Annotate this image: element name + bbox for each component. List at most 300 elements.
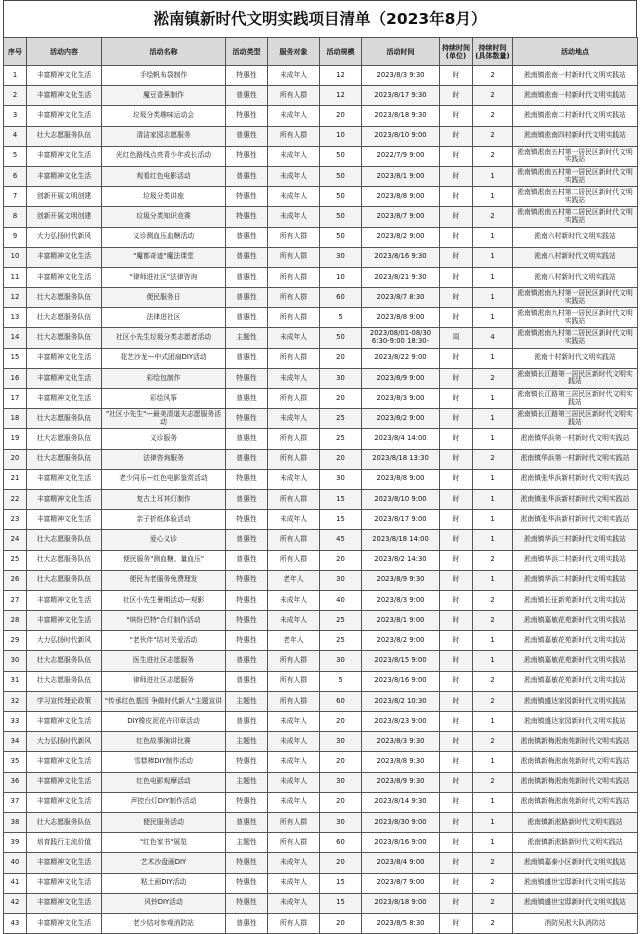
activity-location-cell: 淞南镇嘉敏花苑新时代文明实践站 bbox=[513, 631, 638, 651]
row-number-cell: 31 bbox=[4, 671, 27, 691]
duration-amount-cell: 1 bbox=[473, 530, 513, 550]
activity-location-cell: 淞南镇盛达家园新时代文明实践站 bbox=[513, 712, 638, 732]
service-target-cell: 所有人群 bbox=[268, 227, 320, 247]
activity-time-cell: 2023/8/18 14:00 bbox=[362, 530, 440, 550]
activity-location-cell: 淞南镇嘉泰小区新时代文明实践站 bbox=[513, 853, 638, 873]
activity-scale-cell: 30 bbox=[320, 732, 362, 752]
row-number-cell: 5 bbox=[4, 146, 27, 166]
row-number-cell: 3 bbox=[4, 106, 27, 126]
service-target-cell: 未成年人 bbox=[268, 409, 320, 429]
activity-location-cell: 淞南镇新梅淞南苑新时代文明实践站 bbox=[513, 792, 638, 812]
column-header: 服务对象 bbox=[268, 38, 320, 66]
activity-type-cell: 特惠性 bbox=[226, 631, 268, 651]
duration-unit-cell: 周 bbox=[440, 328, 473, 348]
duration-amount-cell: 1 bbox=[473, 227, 513, 247]
activity-name-cell: "红色家书"展览 bbox=[102, 833, 226, 853]
activity-content-cell: 丰富精神文化生活 bbox=[27, 712, 102, 732]
activity-location-cell: 淞南镇新淞路新时代文明实践站 bbox=[513, 812, 638, 832]
activity-content-cell: 丰富精神文化生活 bbox=[27, 66, 102, 86]
service-target-cell: 所有人群 bbox=[268, 308, 320, 328]
activity-scale-cell: 50 bbox=[320, 328, 362, 348]
activity-content-cell: 丰富精神文化生活 bbox=[27, 873, 102, 893]
activity-time-cell: 2023/08/01-08/30 6:30-9:00 18:30- bbox=[362, 328, 440, 348]
activity-name-cell: 老少同乐—红色电影鉴赏活动 bbox=[102, 469, 226, 489]
activity-name-cell: "社区小先生"—最美清道夫志愿服务活动 bbox=[102, 409, 226, 429]
activity-time-cell: 2023/8/9 9:30 bbox=[362, 772, 440, 792]
service-target-cell: 老年人 bbox=[268, 631, 320, 651]
activity-location-cell: 淞南镇张华浜新村新时代文明实践站 bbox=[513, 489, 638, 509]
service-target-cell: 所有人群 bbox=[268, 389, 320, 409]
service-target-cell: 未成年人 bbox=[268, 328, 320, 348]
activity-location-cell: 淞南镇长江路第一居民区新时代文明实践站 bbox=[513, 368, 638, 388]
duration-amount-cell: 1 bbox=[473, 389, 513, 409]
activity-content-cell: 壮大志愿服务队伍 bbox=[27, 530, 102, 550]
service-target-cell: 未成年人 bbox=[268, 873, 320, 893]
row-number-cell: 26 bbox=[4, 570, 27, 590]
activity-location-cell: 淞南镇华浜二村新时代文明实践站 bbox=[513, 550, 638, 570]
activity-name-cell: 爱心义诊 bbox=[102, 530, 226, 550]
duration-unit-cell: 时 bbox=[440, 409, 473, 429]
activity-type-cell: 主题性 bbox=[226, 833, 268, 853]
duration-unit-cell: 时 bbox=[440, 469, 473, 489]
row-number-cell: 28 bbox=[4, 611, 27, 631]
activity-location-cell: 淞南十村新时代文明实践站 bbox=[513, 348, 638, 368]
duration-amount-cell: 1 bbox=[473, 267, 513, 287]
duration-unit-cell: 时 bbox=[440, 308, 473, 328]
activity-name-cell: 花艺沙龙—中式团扇DIY活动 bbox=[102, 348, 226, 368]
duration-unit-cell: 时 bbox=[440, 389, 473, 409]
row-number-cell: 39 bbox=[4, 833, 27, 853]
row-number-cell: 10 bbox=[4, 247, 27, 267]
activity-type-cell: 普惠性 bbox=[226, 449, 268, 469]
table-row bbox=[4, 833, 638, 853]
activity-name-cell: 垃圾分类讲座 bbox=[102, 187, 226, 207]
duration-amount-cell: 1 bbox=[473, 631, 513, 651]
activity-type-cell: 特惠性 bbox=[226, 469, 268, 489]
duration-amount-cell: 2 bbox=[473, 732, 513, 752]
activity-time-cell: 2023/8/9 9:00 bbox=[362, 368, 440, 388]
service-target-cell: 未成年人 bbox=[268, 752, 320, 772]
activity-scale-cell: 45 bbox=[320, 530, 362, 550]
activity-content-cell: 壮大志愿服务队伍 bbox=[27, 449, 102, 469]
duration-unit-cell: 时 bbox=[440, 368, 473, 388]
service-target-cell: 未成年人 bbox=[268, 611, 320, 631]
activity-type-cell: 普惠性 bbox=[226, 308, 268, 328]
duration-amount-cell: 1 bbox=[473, 409, 513, 429]
activity-type-cell: 普惠性 bbox=[226, 530, 268, 550]
activity-type-cell: 主题性 bbox=[226, 732, 268, 752]
activity-location-cell: 消防吴淞大队消防站 bbox=[513, 913, 638, 933]
activity-location-cell: 淞南镇华浜第一村新时代文明实践站 bbox=[513, 449, 638, 469]
duration-unit-cell: 时 bbox=[440, 550, 473, 570]
row-number-cell: 33 bbox=[4, 712, 27, 732]
duration-amount-cell: 2 bbox=[473, 449, 513, 469]
activity-scale-cell: 30 bbox=[320, 570, 362, 590]
duration-unit-cell: 时 bbox=[440, 671, 473, 691]
activity-type-cell: 特惠性 bbox=[226, 792, 268, 812]
activity-name-cell: 彩绘风筝 bbox=[102, 389, 226, 409]
duration-unit-cell: 时 bbox=[440, 913, 473, 933]
duration-amount-cell: 1 bbox=[473, 288, 513, 308]
table-row bbox=[4, 429, 638, 449]
row-number-cell: 12 bbox=[4, 288, 27, 308]
activity-type-cell: 特惠性 bbox=[226, 570, 268, 590]
column-header: 活动时间 bbox=[362, 38, 440, 66]
duration-amount-cell: 2 bbox=[473, 853, 513, 873]
service-target-cell: 未成年人 bbox=[268, 893, 320, 913]
activity-location-cell: 淞南镇淞南九村第一居民区新时代文明实践站 bbox=[513, 308, 638, 328]
activity-time-cell: 2023/8/17 9:00 bbox=[362, 510, 440, 530]
activity-time-cell: 2023/8/1 9:00 bbox=[362, 166, 440, 186]
row-number-cell: 4 bbox=[4, 126, 27, 146]
activity-scale-cell: 15 bbox=[320, 489, 362, 509]
table-row bbox=[4, 267, 638, 287]
activity-scale-cell: 20 bbox=[320, 348, 362, 368]
activity-content-cell: 丰富精神文化生活 bbox=[27, 469, 102, 489]
activity-content-cell: 丰富精神文化生活 bbox=[27, 348, 102, 368]
duration-unit-cell: 时 bbox=[440, 126, 473, 146]
activity-name-cell: 红色故事演讲比赛 bbox=[102, 732, 226, 752]
duration-amount-cell: 1 bbox=[473, 792, 513, 812]
duration-unit-cell: 时 bbox=[440, 772, 473, 792]
duration-amount-cell: 1 bbox=[473, 166, 513, 186]
activity-type-cell: 特惠性 bbox=[226, 368, 268, 388]
activity-content-cell: 丰富精神文化生活 bbox=[27, 611, 102, 631]
activity-location-cell: 淞南镇张华浜新村新时代文明实践站 bbox=[513, 510, 638, 530]
duration-unit-cell: 时 bbox=[440, 691, 473, 711]
table-row bbox=[4, 611, 638, 631]
activity-type-cell: 普惠性 bbox=[226, 227, 268, 247]
table-row bbox=[4, 449, 638, 469]
row-number-cell: 38 bbox=[4, 812, 27, 832]
activity-type-cell: 普惠性 bbox=[226, 247, 268, 267]
activity-type-cell: 普惠性 bbox=[226, 166, 268, 186]
activity-time-cell: 2023/8/5 8:30 bbox=[362, 913, 440, 933]
activity-time-cell: 2023/8/23 9:00 bbox=[362, 712, 440, 732]
row-number-cell: 34 bbox=[4, 732, 27, 752]
duration-amount-cell: 1 bbox=[473, 510, 513, 530]
row-number-cell: 13 bbox=[4, 308, 27, 328]
service-target-cell: 所有人群 bbox=[268, 691, 320, 711]
table-row bbox=[4, 893, 638, 913]
column-header: 活动内容 bbox=[27, 38, 102, 66]
activity-content-cell: 大力弘扬时代新风 bbox=[27, 732, 102, 752]
activity-location-cell: 淞南六村新时代文明实践站 bbox=[513, 227, 638, 247]
row-number-cell: 37 bbox=[4, 792, 27, 812]
activity-scale-cell: 40 bbox=[320, 590, 362, 610]
activity-type-cell: 普惠性 bbox=[226, 812, 268, 832]
activity-name-cell: 垃圾分类知识竞赛 bbox=[102, 207, 226, 227]
activity-time-cell: 2023/8/4 9:00 bbox=[362, 853, 440, 873]
duration-unit-cell: 时 bbox=[440, 812, 473, 832]
row-number-cell: 8 bbox=[4, 207, 27, 227]
row-number-cell: 30 bbox=[4, 651, 27, 671]
activity-content-cell: 丰富精神文化生活 bbox=[27, 913, 102, 933]
activity-type-cell: 特惠性 bbox=[226, 752, 268, 772]
activity-scale-cell: 50 bbox=[320, 187, 362, 207]
activity-time-cell: 2023/8/3 9:00 bbox=[362, 389, 440, 409]
activity-content-cell: 壮大志愿服务队伍 bbox=[27, 288, 102, 308]
table-row bbox=[4, 913, 638, 933]
activity-scale-cell: 20 bbox=[320, 752, 362, 772]
column-header: 活动名称 bbox=[102, 38, 226, 66]
table-row bbox=[4, 389, 638, 409]
activity-name-cell: 社区小先生垃圾分类志愿者活动 bbox=[102, 328, 226, 348]
duration-amount-cell: 1 bbox=[473, 570, 513, 590]
activity-location-cell: 淞南镇长征新苑新时代文明实践站 bbox=[513, 590, 638, 610]
activity-name-cell: 光红色路线点亮青少年成长活动 bbox=[102, 146, 226, 166]
service-target-cell: 所有人群 bbox=[268, 812, 320, 832]
activity-scale-cell: 20 bbox=[320, 449, 362, 469]
row-number-cell: 18 bbox=[4, 409, 27, 429]
activity-time-cell: 2023/8/16 9:00 bbox=[362, 833, 440, 853]
row-number-cell: 2 bbox=[4, 86, 27, 106]
duration-amount-cell: 1 bbox=[473, 489, 513, 509]
duration-amount-cell: 1 bbox=[473, 651, 513, 671]
activity-scale-cell: 12 bbox=[320, 66, 362, 86]
activity-type-cell: 特惠性 bbox=[226, 409, 268, 429]
activity-name-cell: 手绘帆布袋制作 bbox=[102, 66, 226, 86]
activity-time-cell: 2023/8/16 9:30 bbox=[362, 247, 440, 267]
row-number-cell: 9 bbox=[4, 227, 27, 247]
activity-type-cell: 普惠性 bbox=[226, 389, 268, 409]
duration-amount-cell: 2 bbox=[473, 611, 513, 631]
column-header: 序号 bbox=[4, 38, 27, 66]
activity-type-cell: 普惠性 bbox=[226, 267, 268, 287]
row-number-cell: 1 bbox=[4, 66, 27, 86]
activity-scale-cell: 10 bbox=[320, 267, 362, 287]
activity-time-cell: 2023/8/2 9:00 bbox=[362, 409, 440, 429]
activity-type-cell: 普惠性 bbox=[226, 86, 268, 106]
activity-name-cell: 便民服务活动 bbox=[102, 812, 226, 832]
table-row bbox=[4, 752, 638, 772]
activity-location-cell: 淞南八村新时代文明实践站 bbox=[513, 267, 638, 287]
activity-name-cell: "缤纷巴特"合灯制作活动 bbox=[102, 611, 226, 631]
row-number-cell: 20 bbox=[4, 449, 27, 469]
row-number-cell: 29 bbox=[4, 631, 27, 651]
row-number-cell: 17 bbox=[4, 389, 27, 409]
duration-amount-cell: 1 bbox=[473, 833, 513, 853]
service-target-cell: 未成年人 bbox=[268, 469, 320, 489]
project-list-sheet bbox=[3, 0, 637, 934]
activity-time-cell: 2023/8/8 9:30 bbox=[362, 752, 440, 772]
table-row bbox=[4, 489, 638, 509]
table-row bbox=[4, 86, 638, 106]
activity-location-cell: 淞南镇新梅淞南苑新时代文明实践站 bbox=[513, 752, 638, 772]
duration-unit-cell: 时 bbox=[440, 227, 473, 247]
column-header: 持续时间(具体数量) bbox=[473, 38, 513, 66]
duration-unit-cell: 时 bbox=[440, 611, 473, 631]
service-target-cell: 未成年人 bbox=[268, 712, 320, 732]
activity-content-cell: 丰富精神文化生活 bbox=[27, 146, 102, 166]
activity-time-cell: 2023/8/2 14:30 bbox=[362, 550, 440, 570]
activity-time-cell: 2023/8/8 9:00 bbox=[362, 469, 440, 489]
column-header: 持续时间(单位) bbox=[440, 38, 473, 66]
activity-name-cell: 魔豆香蕉制作 bbox=[102, 86, 226, 106]
activity-location-cell: 淞南镇长江路第三居民区新时代文明实践站 bbox=[513, 389, 638, 409]
activity-name-cell: 雪糕棒DIY制作活动 bbox=[102, 752, 226, 772]
row-number-cell: 35 bbox=[4, 752, 27, 772]
activity-name-cell: 声控台灯DIY制作活动 bbox=[102, 792, 226, 812]
duration-unit-cell: 时 bbox=[440, 590, 473, 610]
activity-location-cell: 淞南镇淞南四村新时代文明实践站 bbox=[513, 126, 638, 146]
activity-name-cell: 老少结对参观消防站 bbox=[102, 913, 226, 933]
activity-scale-cell: 5 bbox=[320, 308, 362, 328]
activity-content-cell: 丰富精神文化生活 bbox=[27, 389, 102, 409]
activity-type-cell: 主题性 bbox=[226, 772, 268, 792]
duration-unit-cell: 时 bbox=[440, 530, 473, 550]
activity-scale-cell: 60 bbox=[320, 288, 362, 308]
row-number-cell: 27 bbox=[4, 590, 27, 610]
row-number-cell: 15 bbox=[4, 348, 27, 368]
duration-unit-cell: 时 bbox=[440, 166, 473, 186]
table-body bbox=[4, 66, 638, 934]
service-target-cell: 所有人群 bbox=[268, 86, 320, 106]
service-target-cell: 所有人群 bbox=[268, 833, 320, 853]
activity-name-cell: 便民服务日 bbox=[102, 288, 226, 308]
table-row bbox=[4, 469, 638, 489]
duration-amount-cell: 2 bbox=[473, 106, 513, 126]
activity-time-cell: 2023/8/2 9:00 bbox=[362, 631, 440, 651]
service-target-cell: 所有人群 bbox=[268, 348, 320, 368]
activity-location-cell: 淞南镇嘉敏花苑新时代文明实践站 bbox=[513, 671, 638, 691]
table-row bbox=[4, 308, 638, 328]
activity-type-cell: 普惠性 bbox=[226, 348, 268, 368]
service-target-cell: 未成年人 bbox=[268, 66, 320, 86]
activity-location-cell: 淞南镇淞南五村第一居民区新时代文明实践站 bbox=[513, 166, 638, 186]
activity-content-cell: 壮大志愿服务队伍 bbox=[27, 671, 102, 691]
service-target-cell: 未成年人 bbox=[268, 166, 320, 186]
service-target-cell: 所有人群 bbox=[268, 267, 320, 287]
activity-scale-cell: 50 bbox=[320, 166, 362, 186]
duration-unit-cell: 时 bbox=[440, 348, 473, 368]
activity-location-cell: 淞南镇淞南九村第二居民区新时代文明实践站 bbox=[513, 328, 638, 348]
activity-content-cell: 壮大志愿服务队伍 bbox=[27, 328, 102, 348]
table-row bbox=[4, 873, 638, 893]
activity-scale-cell: 60 bbox=[320, 833, 362, 853]
activity-content-cell: 丰富精神文化生活 bbox=[27, 166, 102, 186]
activity-scale-cell: 50 bbox=[320, 146, 362, 166]
project-table bbox=[3, 37, 638, 934]
sheet-title: 淞南镇新时代文明实践项目清单（2023年8月） bbox=[3, 0, 637, 37]
duration-unit-cell: 时 bbox=[440, 732, 473, 752]
activity-name-cell: 义诊测血压血糖活动 bbox=[102, 227, 226, 247]
activity-time-cell: 2023/8/18 13:30 bbox=[362, 449, 440, 469]
activity-type-cell: 普惠性 bbox=[226, 429, 268, 449]
activity-name-cell: 复古土耳其灯制作 bbox=[102, 489, 226, 509]
activity-name-cell: 律师进社区志愿服务 bbox=[102, 671, 226, 691]
activity-time-cell: 2023/8/9 9:30 bbox=[362, 570, 440, 590]
service-target-cell: 未成年人 bbox=[268, 590, 320, 610]
activity-time-cell: 2023/8/3 9:00 bbox=[362, 590, 440, 610]
duration-amount-cell: 2 bbox=[473, 691, 513, 711]
activity-content-cell: 丰富精神文化生活 bbox=[27, 489, 102, 509]
activity-type-cell: 普惠性 bbox=[226, 126, 268, 146]
activity-location-cell: 淞南镇新淞路新时代文明实践站 bbox=[513, 833, 638, 853]
row-number-cell: 40 bbox=[4, 853, 27, 873]
activity-name-cell: 社区小先生暑期活动—观影 bbox=[102, 590, 226, 610]
activity-time-cell: 2023/8/14 9:30 bbox=[362, 792, 440, 812]
table-row bbox=[4, 691, 638, 711]
activity-name-cell: "老伙伴"结对关爱活动 bbox=[102, 631, 226, 651]
activity-scale-cell: 12 bbox=[320, 86, 362, 106]
activity-type-cell: 普惠性 bbox=[226, 550, 268, 570]
activity-name-cell: 垃圾分类趣味运动会 bbox=[102, 106, 226, 126]
activity-location-cell: 淞南镇华浜第一村新时代文明实践站 bbox=[513, 429, 638, 449]
duration-amount-cell: 1 bbox=[473, 348, 513, 368]
activity-time-cell: 2023/8/7 9:00 bbox=[362, 207, 440, 227]
table-row bbox=[4, 187, 638, 207]
activity-name-cell: 红色电影观摩活动 bbox=[102, 772, 226, 792]
activity-location-cell: 淞南镇长江路第三居民区新时代文明实践站 bbox=[513, 409, 638, 429]
duration-amount-cell: 2 bbox=[473, 86, 513, 106]
activity-time-cell: 2023/8/8 9:00 bbox=[362, 308, 440, 328]
activity-content-cell: 培育践行主流价值 bbox=[27, 833, 102, 853]
row-number-cell: 36 bbox=[4, 772, 27, 792]
table-row bbox=[4, 732, 638, 752]
duration-amount-cell: 1 bbox=[473, 469, 513, 489]
duration-amount-cell: 1 bbox=[473, 247, 513, 267]
table-row bbox=[4, 328, 638, 348]
service-target-cell: 所有人群 bbox=[268, 489, 320, 509]
column-header: 活动地点 bbox=[513, 38, 638, 66]
service-target-cell: 未成年人 bbox=[268, 510, 320, 530]
table-row bbox=[4, 66, 638, 86]
activity-content-cell: 壮大志愿服务队伍 bbox=[27, 308, 102, 328]
service-target-cell: 所有人群 bbox=[268, 429, 320, 449]
duration-unit-cell: 时 bbox=[440, 449, 473, 469]
duration-amount-cell: 1 bbox=[473, 812, 513, 832]
service-target-cell: 未成年人 bbox=[268, 207, 320, 227]
service-target-cell: 老年人 bbox=[268, 570, 320, 590]
duration-unit-cell: 时 bbox=[440, 752, 473, 772]
activity-location-cell: 淞南镇淞南五村第二居民区新时代文明实践站 bbox=[513, 207, 638, 227]
duration-amount-cell: 2 bbox=[473, 207, 513, 227]
activity-type-cell: 主题性 bbox=[226, 328, 268, 348]
activity-location-cell: 淞南八村新时代文明实践站 bbox=[513, 247, 638, 267]
activity-name-cell: 观看红色电影活动 bbox=[102, 166, 226, 186]
activity-type-cell: 特惠性 bbox=[226, 66, 268, 86]
service-target-cell: 所有人群 bbox=[268, 671, 320, 691]
table-row bbox=[4, 207, 638, 227]
duration-amount-cell: 2 bbox=[473, 126, 513, 146]
service-target-cell: 未成年人 bbox=[268, 792, 320, 812]
activity-time-cell: 2023/8/3 9:30 bbox=[362, 732, 440, 752]
activity-name-cell: 法律咨询服务 bbox=[102, 449, 226, 469]
duration-amount-cell: 2 bbox=[473, 671, 513, 691]
duration-unit-cell: 时 bbox=[440, 712, 473, 732]
activity-scale-cell: 25 bbox=[320, 631, 362, 651]
table-row bbox=[4, 590, 638, 610]
activity-location-cell: 淞南镇张华浜新村新时代文明实践站 bbox=[513, 469, 638, 489]
activity-content-cell: 丰富精神文化生活 bbox=[27, 752, 102, 772]
activity-scale-cell: 10 bbox=[320, 126, 362, 146]
activity-location-cell: 淞南镇盛世宝邸新时代文明实践站 bbox=[513, 873, 638, 893]
table-row bbox=[4, 792, 638, 812]
activity-scale-cell: 25 bbox=[320, 409, 362, 429]
activity-name-cell: 风铃DIY活动 bbox=[102, 893, 226, 913]
activity-time-cell: 2022/7/9 9:00 bbox=[362, 146, 440, 166]
activity-content-cell: 创新开展文明创建 bbox=[27, 207, 102, 227]
activity-time-cell: 2023/8/22 9:00 bbox=[362, 348, 440, 368]
activity-scale-cell: 20 bbox=[320, 913, 362, 933]
activity-scale-cell: 30 bbox=[320, 812, 362, 832]
service-target-cell: 所有人群 bbox=[268, 651, 320, 671]
service-target-cell: 所有人群 bbox=[268, 530, 320, 550]
activity-scale-cell: 30 bbox=[320, 469, 362, 489]
duration-unit-cell: 时 bbox=[440, 631, 473, 651]
activity-type-cell: 普惠性 bbox=[226, 288, 268, 308]
